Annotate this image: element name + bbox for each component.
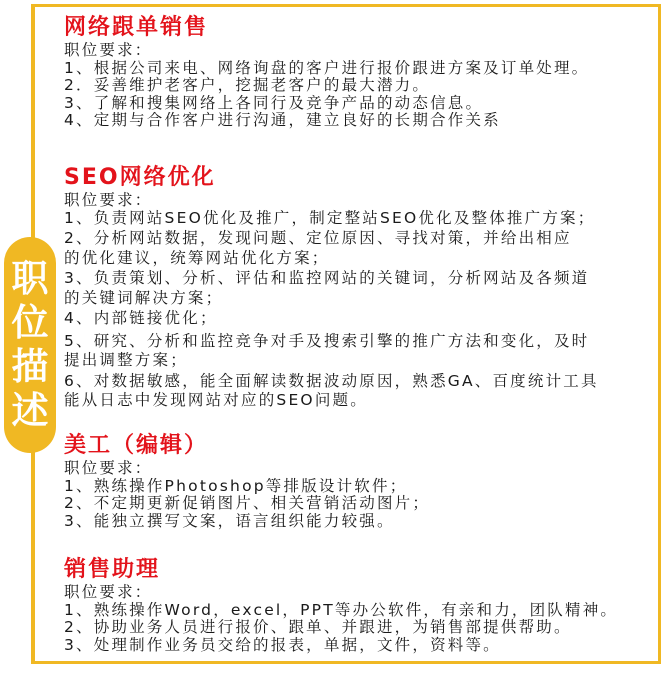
badge-connector-top	[31, 4, 34, 240]
requirements-label: 职位要求：	[64, 41, 153, 59]
requirement-line: 4、内部链接优化；	[64, 309, 218, 327]
requirement-line: 能从日志中发现网站对应的SEO问题。	[64, 391, 368, 409]
requirement-line: 提出调整方案；	[64, 351, 188, 369]
requirement-line: 的优化建议，统筹网站优化方案；	[64, 248, 330, 267]
requirement-line: 2、分析网站数据，发现问题、定位原因、寻找对策，并给出相应	[64, 229, 572, 247]
requirement-line: 5、研究、分析和监控竞争对手及搜索引擎的推广方法和变化，及时	[64, 331, 590, 350]
requirement-line: 2、不定期更新促销图片、相关营销活动图片；	[64, 494, 431, 512]
badge-char: 述	[11, 389, 49, 432]
requirements-label: 职位要求：	[64, 191, 153, 209]
requirement-line: 2、协助业务人员进行报价、跟单、并跟进，为销售部提供帮助。	[64, 618, 572, 636]
section-sales-assistant	[64, 556, 618, 654]
badge-char: 位	[11, 301, 49, 344]
requirement-line: 3、负责策划、分析、评估和监控网站的关键词，分析网站及各频道	[64, 269, 590, 287]
requirement-line: 6、对数据敏感，能全面解读数据波动原因，熟悉GA、百度统计工具	[64, 371, 599, 390]
section-designer-editor	[64, 432, 430, 530]
requirement-line: 1、熟练操作Word，excel，PPT等办公软件，有亲和力，团队精神。	[64, 600, 619, 619]
section-seo	[64, 164, 599, 410]
badge-char: 职	[11, 257, 49, 300]
badge-connector-bottom	[31, 450, 34, 664]
requirement-line: 的关键词解决方案；	[64, 288, 224, 307]
requirements-label: 职位要求：	[64, 583, 153, 601]
badge-char: 描	[11, 345, 49, 388]
requirement-line: 3、了解和搜集网络上各同行及竞争产品的动态信息。	[64, 93, 484, 112]
requirement-line: 1、负责网站SEO优化及推广，制定整站SEO优化及整体推广方案；	[64, 208, 596, 227]
requirement-line: 1、根据公司来电、网络询盘的客户进行报价跟进方案及订单处理。	[64, 58, 590, 77]
requirement-line: 2．妥善维护老客户，挖掘老客户的最大潜力。	[64, 76, 431, 94]
job-description-badge	[4, 237, 56, 453]
requirement-line: 3、处理制作业务员交给的报表，单据，文件，资料等。	[64, 635, 501, 654]
requirement-line: 1、熟练操作Photoshop等排版设计软件；	[64, 476, 408, 495]
section-title: SEO网络优化	[64, 165, 216, 190]
section-title: 网络跟单销售	[64, 15, 209, 40]
requirement-line: 4、定期与合作客户进行沟通，建立良好的长期合作关系	[64, 111, 501, 129]
requirement-line: 3、能独立撰写文案，语言组织能力较强。	[64, 511, 395, 530]
section-title: 美工（编辑）	[64, 433, 209, 458]
section-online-order-sales	[64, 14, 589, 130]
section-title: 销售助理	[64, 557, 161, 582]
requirements-label: 职位要求：	[64, 459, 153, 477]
